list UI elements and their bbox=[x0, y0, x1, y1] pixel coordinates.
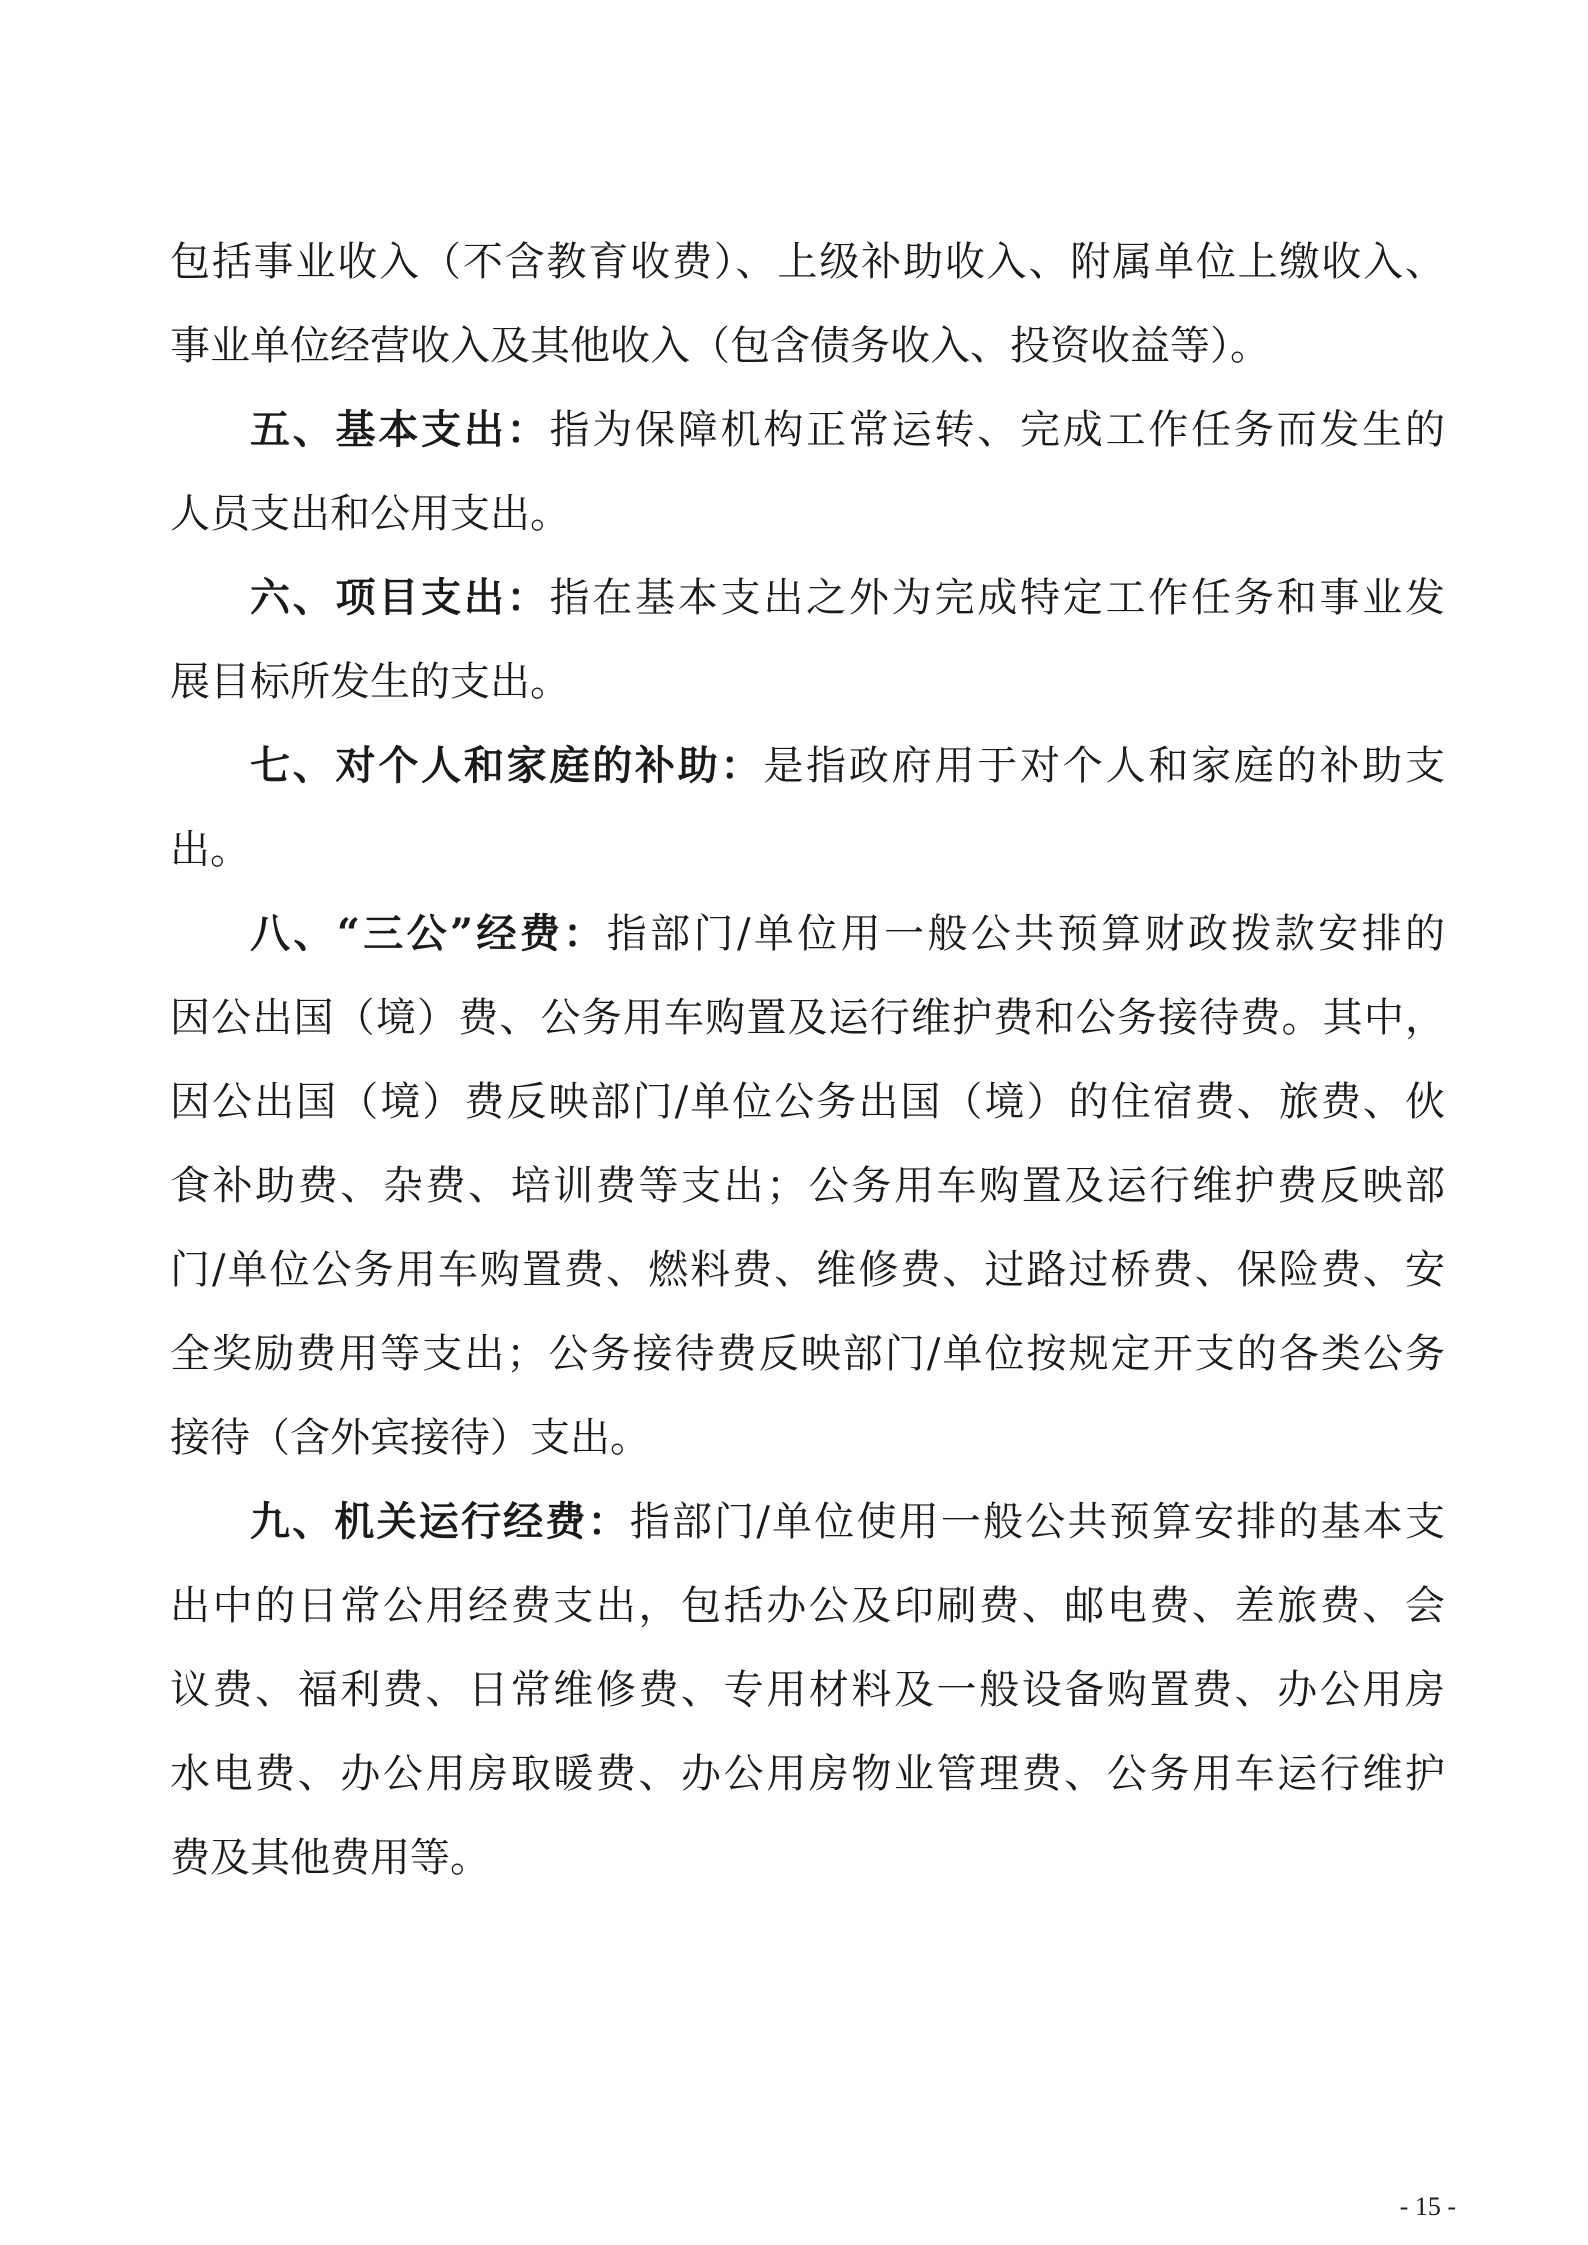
section-heading: 八、“三公”经费： bbox=[250, 910, 607, 957]
paragraph-line: 人员支出和公用支出。 bbox=[170, 491, 570, 537]
section-heading: 九、机关运行经费： bbox=[250, 1498, 630, 1545]
paragraph-line: 水电费、办公用房取暖费、办公用房物业管理费、公务用车运行维护 bbox=[170, 1751, 1445, 1797]
paragraph-line: 展目标所发生的支出。 bbox=[170, 659, 570, 705]
page-number: - 15 - bbox=[1399, 2192, 1456, 2221]
paragraph-line: 费及其他费用等。 bbox=[170, 1835, 490, 1881]
paragraph-line: 因公出国（境）费反映部门/单位公务出国（境）的住宿费、旅费、伙 bbox=[170, 1079, 1445, 1125]
paragraph-line: 食补助费、杂费、培训费等支出；公务用车购置及运行维护费反映部 bbox=[170, 1163, 1445, 1209]
paragraph-line: 出。 bbox=[170, 827, 250, 873]
paragraph-text: 指部门/单位使用一般公共预算安排的基本支 bbox=[629, 1499, 1446, 1545]
paragraph-line: 接待（含外宾接待）支出。 bbox=[170, 1415, 650, 1461]
paragraph-line: 全奖励费用等支出；公务接待费反映部门/单位按规定开支的各类公务 bbox=[170, 1331, 1445, 1377]
paragraph-text: 指部门/单位用一般公共预算财政拨款安排的 bbox=[606, 911, 1445, 957]
paragraph-line: 包括事业收入（不含教育收费）、上级补助收入、附属单位上缴收入、 bbox=[170, 239, 1445, 285]
paragraph-line bbox=[250, 898, 1445, 970]
section-heading: 六、项目支出： bbox=[250, 574, 550, 621]
paragraph-line: 议费、福利费、日常维修费、专用材料及一般设备购置费、办公用房 bbox=[170, 1667, 1445, 1713]
paragraph-text: 是指政府用于对个人和家庭的补助支 bbox=[763, 743, 1446, 789]
paragraph-line bbox=[250, 1486, 1445, 1558]
paragraph-line bbox=[250, 730, 1445, 802]
paragraph-line: 门/单位公务用车购置费、燃料费、维修费、过路过桥费、保险费、安 bbox=[170, 1247, 1445, 1293]
paragraph-line: 出中的日常公用经费支出，包括办公及印刷费、邮电费、差旅费、会 bbox=[170, 1583, 1445, 1629]
paragraph-line: 因公出国（境）费、公务用车购置及运行维护费和公务接待费。其中， bbox=[170, 995, 1445, 1041]
paragraph-line bbox=[250, 562, 1445, 634]
section-heading: 五、基本支出： bbox=[250, 406, 550, 453]
paragraph-line bbox=[250, 394, 1445, 466]
paragraph-line: 事业单位经营收入及其他收入（包含债务收入、投资收益等）。 bbox=[170, 323, 1270, 369]
paragraph-text: 指为保障机构正常运转、完成工作任务而发生的 bbox=[549, 407, 1446, 453]
paragraph-text: 指在基本支出之外为完成特定工作任务和事业发 bbox=[549, 575, 1446, 621]
section-heading: 七、对个人和家庭的补助： bbox=[250, 742, 764, 789]
